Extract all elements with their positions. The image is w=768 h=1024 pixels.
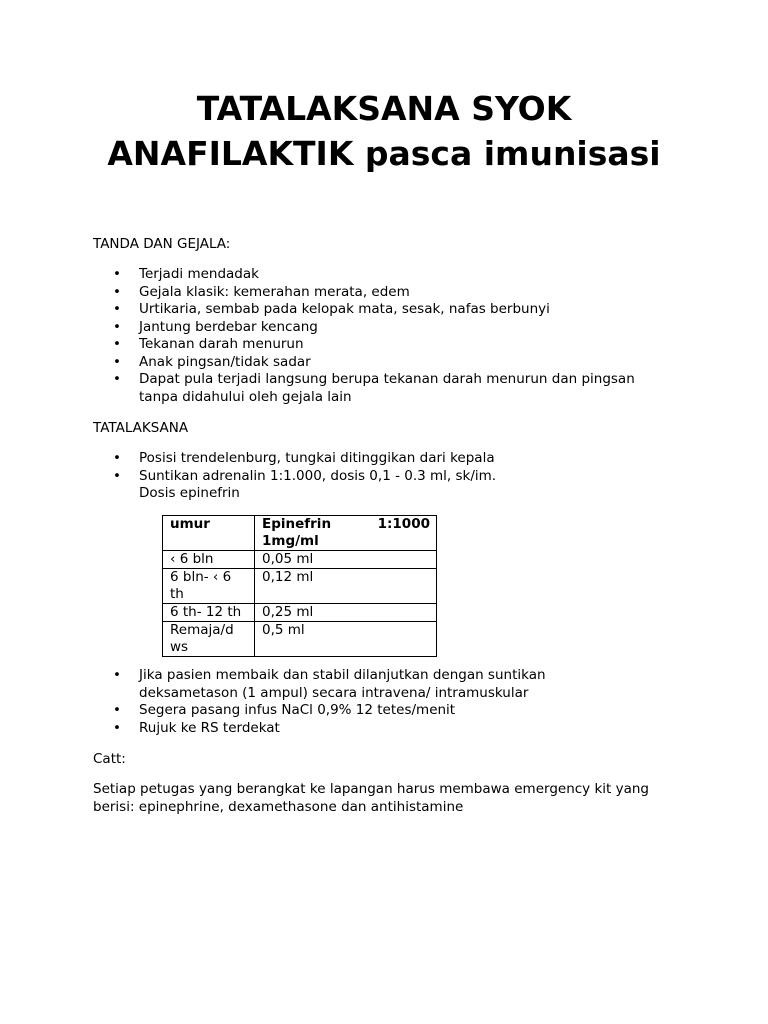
management-heading: TATALAKSANA: [93, 420, 189, 436]
symptoms-heading: TANDA DAN GEJALA:: [93, 236, 231, 252]
symptoms-list: [93, 266, 683, 406]
management-list: [93, 450, 683, 503]
dose-cell: 0,12 ml: [255, 569, 437, 604]
age-cell: 6 th- 12 th: [163, 604, 255, 622]
dosage-table: [162, 515, 437, 657]
table-row: [163, 551, 437, 569]
followup-list: [93, 667, 683, 737]
table-row: [163, 569, 437, 604]
note-text: Setiap petugas yang berangkat ke lapangan harus membawa emergency kit yang berisi: epinephrine, dexamethasone dan antihistamine: [93, 781, 649, 815]
list-item: • Posisi trendelenburg, tungkai ditinggikan dari kepala: [93, 450, 683, 468]
ratio-label: 1:1000: [377, 516, 430, 532]
dose-cell: 0,25 ml: [255, 604, 437, 622]
list-item: [93, 468, 683, 503]
table-row: [163, 622, 437, 657]
list-item: • Jantung berdebar kencang: [93, 319, 683, 337]
column-header-age: umur: [163, 516, 255, 551]
table-header-row: [163, 516, 437, 551]
list-item: • Urtikaria, sembab pada kelopak mata, sesak, nafas berbunyi: [93, 301, 683, 319]
list-item: • Segera pasang infus NaCl 0,9% 12 tetes/menit: [93, 702, 683, 720]
list-item: • Gejala klasik: kemerahan merata, edem: [93, 284, 683, 302]
age-cell: Remaja/d ws: [163, 622, 255, 657]
list-item: • Anak pingsan/tidak sadar: [93, 354, 683, 372]
table-row: [163, 604, 437, 622]
list-item: • Rujuk ke RS terdekat: [93, 720, 683, 738]
page-title: TATALAKSANA SYOK ANAFILAKTIK pasca imunisasi: [107, 89, 661, 173]
list-item: • Terjadi mendadak: [93, 266, 683, 284]
list-item-text: Suntikan adrenalin 1:1.000, dosis 0,1 - 0.3 ml, sk/im.: [139, 467, 497, 484]
note-label: Catt:: [93, 751, 126, 767]
list-item: • Dapat pula terjadi langsung berupa tekanan darah menurun dan pingsan tanpa didahului oleh gejala lain: [93, 371, 671, 406]
dosage-caption: Dosis epinefrin: [139, 485, 240, 501]
age-cell: ‹ 6 bln: [163, 551, 255, 569]
list-item: • Tekanan darah menurun: [93, 336, 683, 354]
age-cell: 6 bln- ‹ 6 th: [163, 569, 255, 604]
epinephrine-label: Epinefrin: [262, 516, 332, 532]
column-header-epinephrine: [255, 516, 437, 551]
list-item: • Jika pasien membaik dan stabil dilanjutkan dengan suntikan deksametason (1 ampul) secara intravena/ intramuskular: [93, 667, 579, 702]
concentration-label: 1mg/ml: [262, 533, 319, 549]
dose-cell: 0,5 ml: [255, 622, 437, 657]
dose-cell: 0,05 ml: [255, 551, 437, 569]
